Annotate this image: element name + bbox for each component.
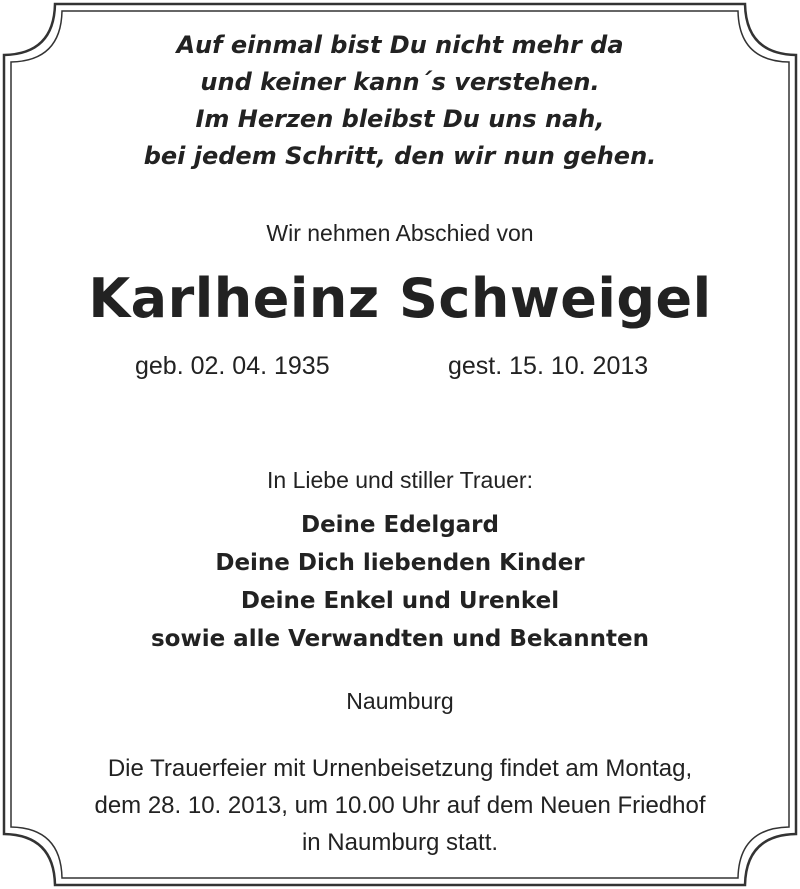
death-date: gest. 15. 10. 2013: [448, 352, 649, 380]
mourner-line-1: Deine Edelgard: [300, 512, 499, 538]
verse-line-4: bei jedem Schritt, den wir nun gehen.: [143, 142, 657, 170]
funeral-notice-line-2: dem 28. 10. 2013, um 10.00 Uhr auf dem Neuen Friedhof: [94, 792, 706, 819]
farewell-intro: Wir nehmen Abschied von: [266, 220, 534, 246]
funeral-notice-line-1: Die Trauerfeier mit Urnenbeisetzung findet am Montag,: [107, 755, 693, 782]
funeral-notice-line-3: in Naumburg statt.: [301, 829, 499, 856]
place-name: Naumburg: [346, 688, 454, 714]
deceased-name: Karlheinz Schweigel: [88, 267, 712, 330]
verse-line-1: Auf einmal bist Du nicht mehr da: [176, 31, 624, 59]
verse-line-3: Im Herzen bleibst Du uns nah,: [195, 105, 605, 133]
mourning-intro: In Liebe und stiller Trauer:: [267, 467, 533, 493]
mourner-line-3: Deine Enkel und Urenkel: [240, 588, 560, 614]
mourner-line-4: sowie alle Verwandten und Bekannten: [150, 626, 650, 652]
birth-date: geb. 02. 04. 1935: [135, 352, 330, 380]
mourner-line-2: Deine Dich liebenden Kinder: [215, 550, 585, 576]
verse-line-2: und keiner kann´s verstehen.: [200, 68, 600, 96]
